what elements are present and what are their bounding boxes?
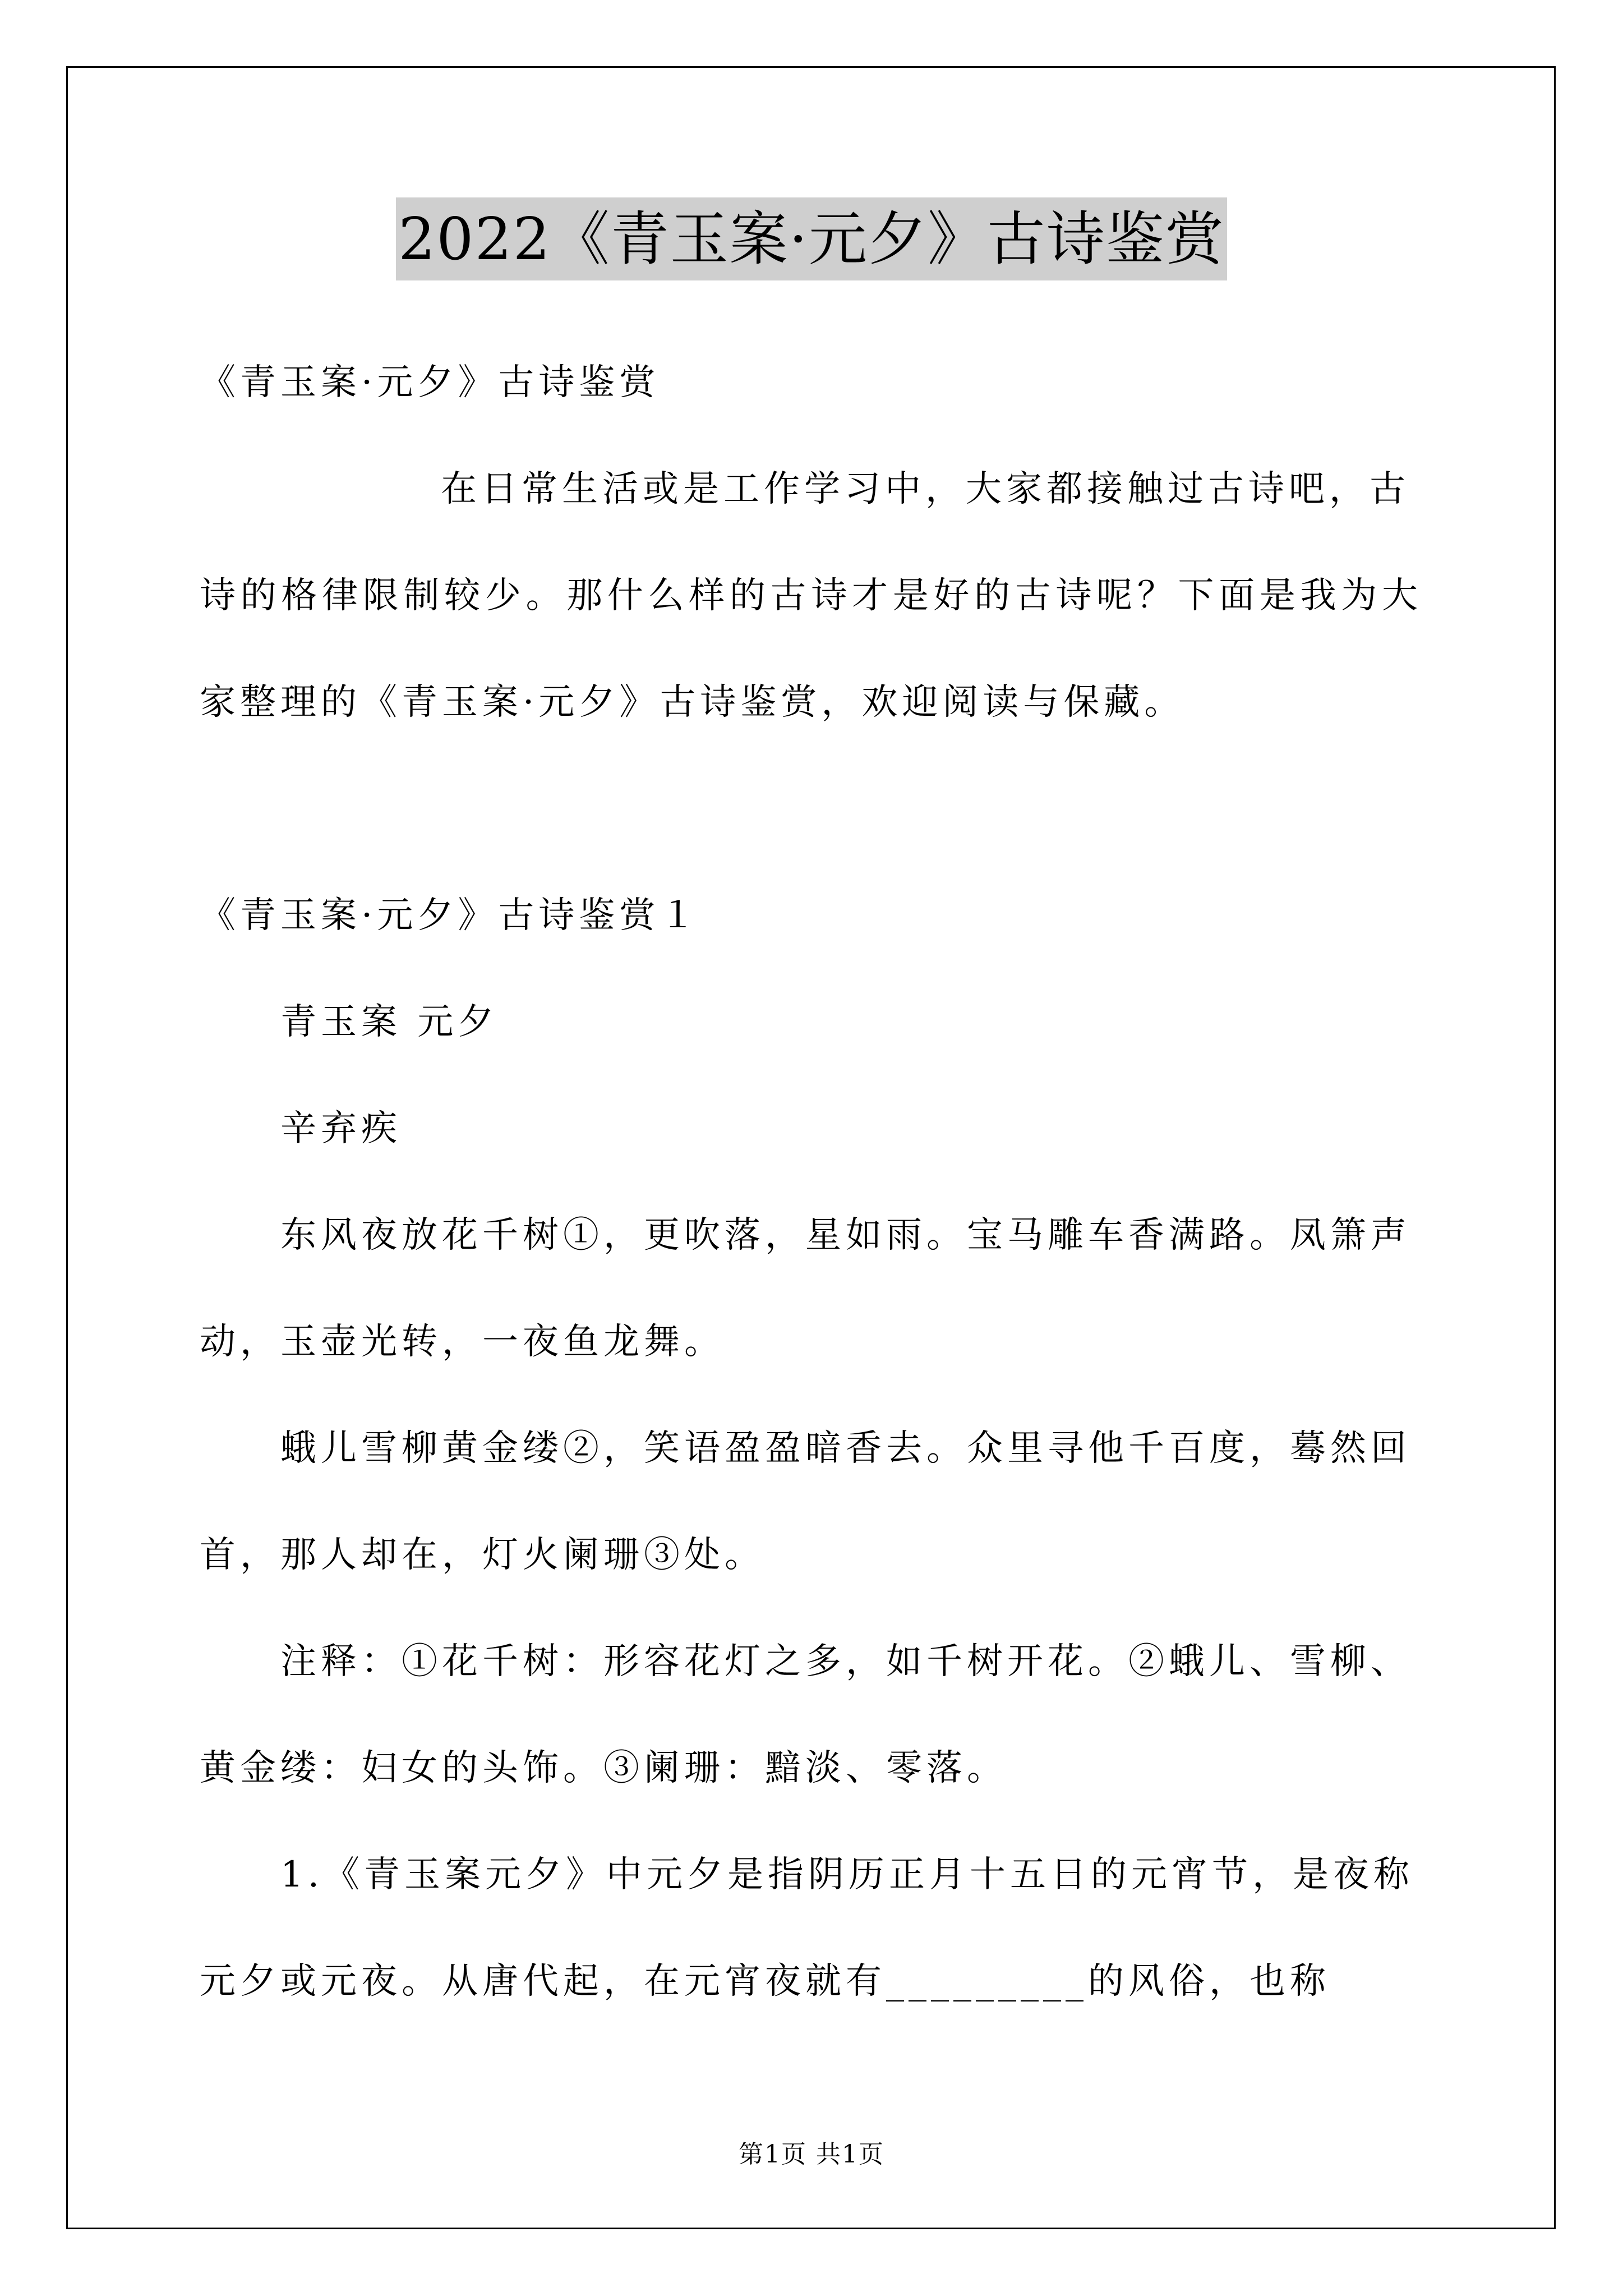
poem-line-2: 动，玉壶光转，一夜鱼龙舞。	[200, 1321, 725, 1363]
poem-author: 辛弃疾	[280, 1108, 402, 1149]
question-line-2: 元夕或元夜。从唐代起，在元宵夜就有_________的风俗，也称	[200, 1961, 1330, 2002]
page-footer: 第1页 共1页	[739, 2140, 884, 2169]
notes-line-1: 注释：①花千树：形容花灯之多，如千树开花。②蛾儿、雪柳、	[280, 1641, 1411, 1682]
intro-line-2: 诗的格律限制较少。那什么样的古诗才是好的古诗呢？下面是我为大	[200, 575, 1422, 616]
section-heading-1: 《青玉案·元夕》古诗鉴赏１	[200, 895, 700, 936]
poem-line-1: 东风夜放花千树①，更吹落，星如雨。宝马雕车香满路。凤箫声	[280, 1214, 1411, 1256]
document-title: 2022《青玉案·元夕》古诗鉴赏	[396, 197, 1227, 280]
poem-title: 青玉案 元夕	[280, 1001, 499, 1043]
intro-line-1: 在日常生活或是工作学习中，大家都接触过古诗吧，古	[441, 468, 1410, 510]
notes-line-2: 黄金缕：妇女的头饰。③阑珊：黯淡、零落。	[200, 1747, 1007, 1789]
intro-line-3: 家整理的《青玉案·元夕》古诗鉴赏，欢迎阅读与保藏。	[200, 682, 1185, 723]
poem-line-4: 首，那人却在，灯火阑珊③处。	[200, 1534, 765, 1576]
poem-line-3: 蛾儿雪柳黄金缕②，笑语盈盈暗香去。众里寻他千百度，蓦然回	[280, 1428, 1411, 1469]
subtitle-line: 《青玉案·元夕》古诗鉴赏	[200, 362, 660, 403]
title-wrap	[0, 197, 1623, 280]
question-line-1: 1.《青玉案元夕》中元夕是指阴历正月十五日的元宵节，是夜称	[280, 1854, 1414, 1895]
